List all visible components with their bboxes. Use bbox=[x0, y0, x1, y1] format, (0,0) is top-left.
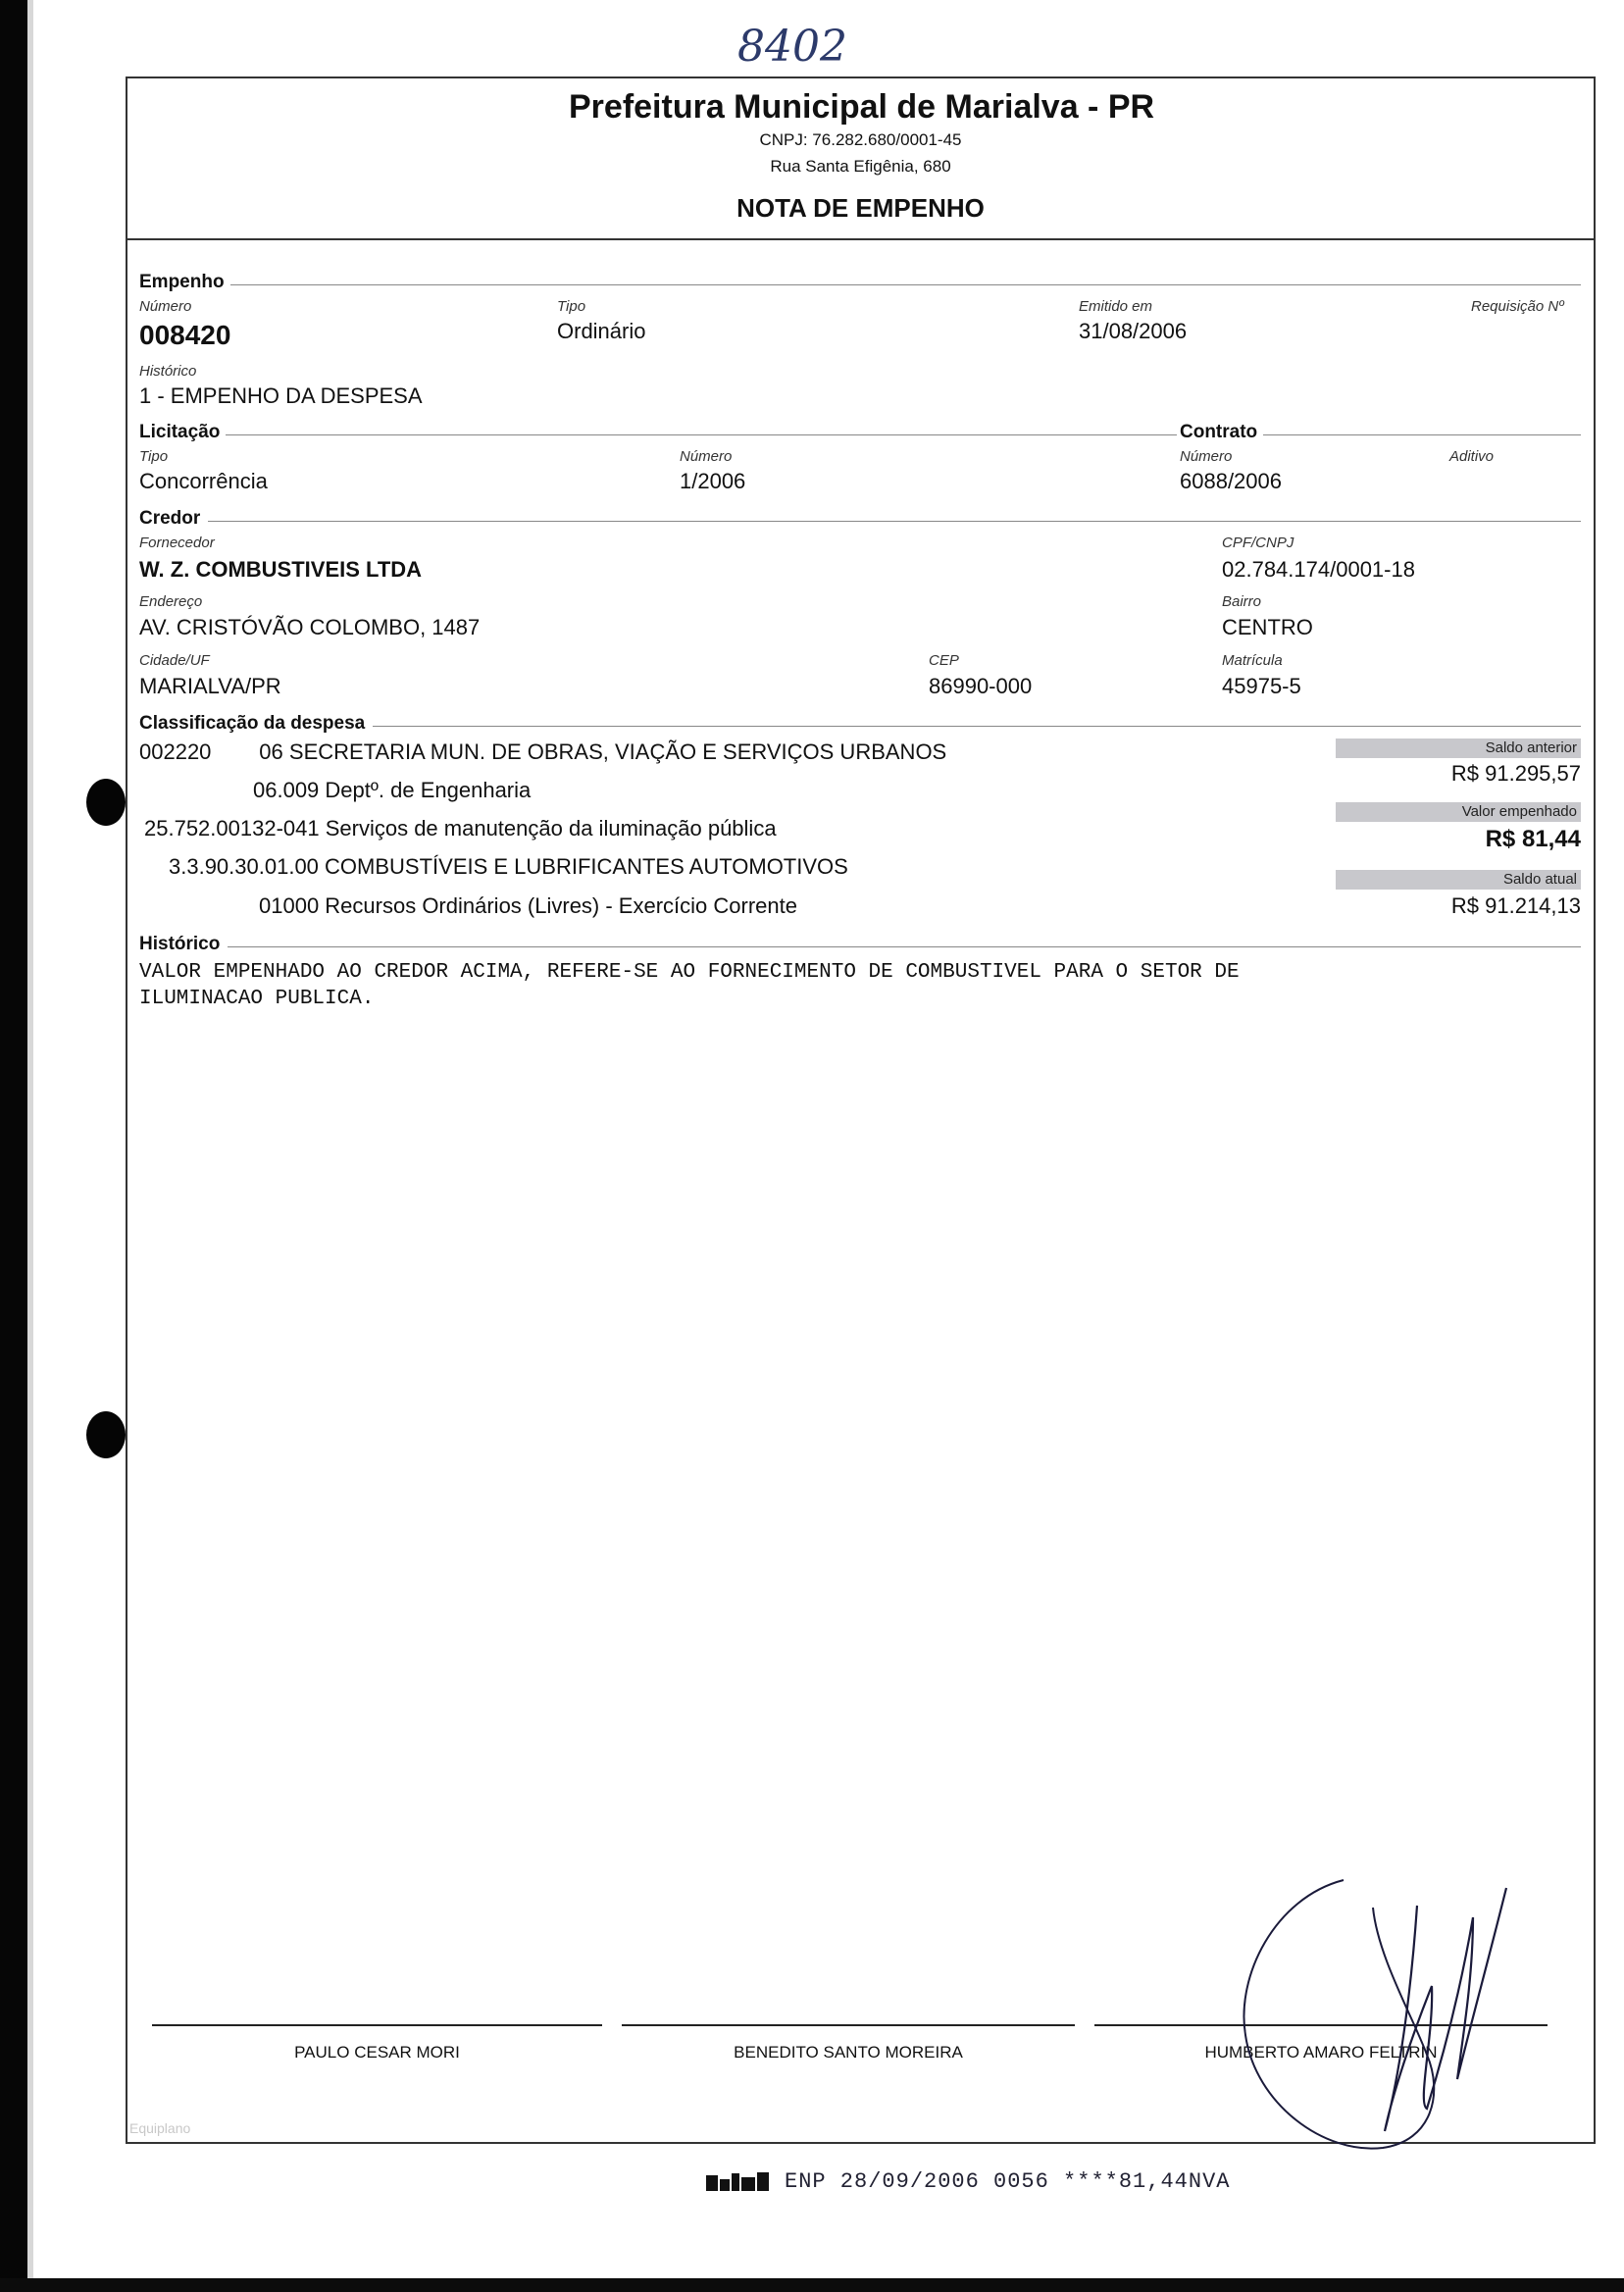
municipality-title: Prefeitura Municipal de Marialva - PR bbox=[569, 88, 1155, 126]
handwritten-signature bbox=[1216, 1868, 1540, 2163]
licitacao-tipo-label: Tipo bbox=[139, 448, 169, 465]
emitido-date: 31/08/2006 bbox=[1079, 319, 1188, 343]
cep-label: CEP bbox=[929, 652, 959, 669]
licitacao-section-title: Licitação bbox=[139, 422, 226, 443]
historico-section-title: Histórico bbox=[139, 934, 226, 955]
punch-hole-top bbox=[86, 779, 126, 826]
signature-line-1 bbox=[152, 2024, 602, 2026]
cpf-cnpj-value: 02.784.174/0001-18 bbox=[1222, 557, 1415, 582]
saldo-anterior-label: Saldo anterior bbox=[1336, 739, 1581, 758]
cidade-value: MARIALVA/PR bbox=[139, 674, 281, 698]
fornecedor-name: W. Z. COMBUSTIVEIS LTDA bbox=[139, 557, 423, 582]
emitido-label: Emitido em bbox=[1079, 298, 1153, 315]
signature-line-2 bbox=[622, 2024, 1075, 2026]
licitacao-rule bbox=[216, 434, 1177, 435]
saldo-anterior-value: R$ 91.295,57 bbox=[1450, 761, 1581, 786]
cep-value: 86990-000 bbox=[929, 674, 1033, 698]
cnpj-line: CNPJ: 76.282.680/0001-45 bbox=[759, 130, 962, 149]
endereco-value: AV. CRISTÓVÃO COLOMBO, 1487 bbox=[139, 615, 481, 639]
credor-rule bbox=[208, 521, 1581, 522]
historico-text-line2: ILUMINACAO PUBLICA. bbox=[139, 988, 375, 1010]
scan-bottom-edge bbox=[0, 2278, 1624, 2292]
empenho-numero-label: Número bbox=[139, 298, 192, 315]
footer-stamp: ENP 28/09/2006 0056 ****81,44NVA bbox=[785, 2169, 1231, 2194]
classificacao-section-title: Classificação da despesa bbox=[139, 713, 371, 735]
scan-left-shadow bbox=[27, 0, 33, 2292]
bairro-value: CENTRO bbox=[1222, 615, 1313, 639]
classificacao-line-elemento: 3.3.90.30.01.00 COMBUSTÍVEIS E LUBRIFICANTES AUTOMOTIVOS bbox=[169, 854, 848, 879]
empenho-historico-label: Histórico bbox=[139, 363, 197, 380]
signatory-2: BENEDITO SANTO MOREIRA bbox=[734, 2043, 963, 2062]
empenho-tipo-label: Tipo bbox=[557, 298, 586, 315]
empenho-rule bbox=[216, 284, 1581, 285]
contrato-section-title: Contrato bbox=[1180, 422, 1263, 443]
matricula-label: Matrícula bbox=[1222, 652, 1283, 669]
licitacao-numero: 1/2006 bbox=[680, 469, 746, 493]
valor-empenhado-value: R$ 81,44 bbox=[1485, 826, 1581, 852]
barcode-mark-icon bbox=[706, 2171, 771, 2193]
valor-empenhado-label: Valor empenhado bbox=[1336, 802, 1581, 822]
punch-hole-bottom bbox=[86, 1411, 126, 1458]
software-watermark: Equiplano bbox=[129, 2120, 191, 2136]
empenho-tipo: Ordinário bbox=[557, 319, 646, 343]
endereco-label: Endereço bbox=[139, 593, 203, 610]
document-title: NOTA DE EMPENHO bbox=[736, 193, 985, 223]
address-line: Rua Santa Efigênia, 680 bbox=[770, 157, 951, 176]
classificacao-line-orgao: 002220 06 SECRETARIA MUN. DE OBRAS, VIAÇÃO E SERVIÇOS URBANOS bbox=[139, 739, 947, 764]
empenho-numero: 008420 bbox=[139, 320, 231, 350]
scan-left-edge bbox=[0, 0, 27, 2292]
cidade-label: Cidade/UF bbox=[139, 652, 210, 669]
contrato-numero-label: Número bbox=[1180, 448, 1233, 465]
empenho-section-title: Empenho bbox=[139, 272, 230, 293]
saldo-atual-label: Saldo atual bbox=[1336, 870, 1581, 890]
fornecedor-label: Fornecedor bbox=[139, 535, 215, 551]
cpf-cnpj-label: CPF/CNPJ bbox=[1222, 535, 1294, 551]
handwritten-number: 8402 bbox=[737, 22, 847, 72]
contrato-aditivo-label: Aditivo bbox=[1449, 448, 1495, 465]
contrato-numero: 6088/2006 bbox=[1180, 469, 1282, 493]
licitacao-tipo: Concorrência bbox=[139, 469, 268, 493]
licitacao-numero-label: Número bbox=[680, 448, 733, 465]
historico-text-line1: VALOR EMPENHADO AO CREDOR ACIMA, REFERE-SE AO FORNECIMENTO DE COMBUSTIVEL PARA O SETOR DE bbox=[139, 961, 1240, 984]
historico-rule bbox=[228, 946, 1581, 947]
bairro-label: Bairro bbox=[1222, 593, 1262, 610]
contrato-rule bbox=[1260, 434, 1581, 435]
matricula-value: 45975-5 bbox=[1222, 674, 1301, 698]
signatory-1: PAULO CESAR MORI bbox=[294, 2043, 460, 2062]
header-separator bbox=[126, 238, 1596, 240]
classificacao-line-unidade: 06.009 Deptº. de Engenharia bbox=[253, 778, 532, 802]
requisicao-label: Requisição Nº bbox=[1471, 298, 1564, 315]
classificacao-rule bbox=[373, 726, 1581, 727]
classificacao-line-recurso: 01000 Recursos Ordinários (Livres) - Exercício Corrente bbox=[259, 893, 797, 918]
credor-section-title: Credor bbox=[139, 508, 206, 530]
empenho-historico: 1 - EMPENHO DA DESPESA bbox=[139, 383, 423, 408]
saldo-atual-value: R$ 91.214,13 bbox=[1450, 893, 1581, 918]
classificacao-line-funcional: 25.752.00132-041 Serviços de manutenção da iluminação pública bbox=[144, 816, 777, 840]
signatory-3: HUMBERTO AMARO FELTRIN bbox=[1204, 2043, 1438, 2062]
